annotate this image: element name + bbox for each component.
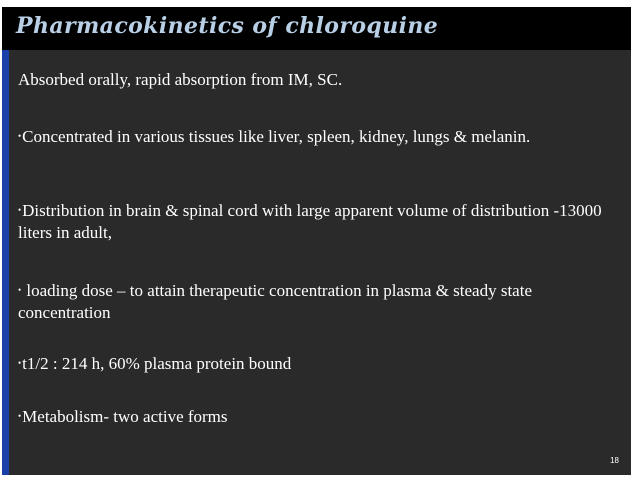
paragraph-text: Distribution in brain & spinal cord with large apparent volume of distribution -13000 liters in adult, [18,201,602,242]
paragraph-text: Concentrated in various tissues like liver, spleen, kidney, lungs & melanin. [22,127,531,146]
bullet-icon: • [18,411,22,421]
bullet-icon: • [18,131,22,141]
paragraph-concentration [18,125,626,148]
paragraph-text: loading dose – to attain therapeutic concentration in plasma & steady state concentration [18,281,532,322]
slide-title: Pharmacokinetics of chloroquine [16,13,439,39]
paragraph-text: Metabolism- two active forms [22,407,228,426]
paragraph-metabolism [18,405,626,428]
accent-bar [2,7,9,475]
paragraph-absorption [18,69,626,91]
paragraph-text: Absorbed orally, rapid absorption from IM, SC. [18,70,343,89]
page-number: 18 [610,456,619,465]
paragraph-half-life [18,352,626,375]
bullet-icon: • [18,285,22,295]
slide-panel [2,7,631,475]
bullet-icon: • [18,358,22,368]
paragraph-loading-dose [18,279,626,324]
bullet-icon: • [18,205,22,215]
paragraph-distribution [18,199,626,244]
paragraph-text: t1/2 : 214 h, 60% plasma protein bound [22,354,292,373]
title-band [2,7,631,50]
